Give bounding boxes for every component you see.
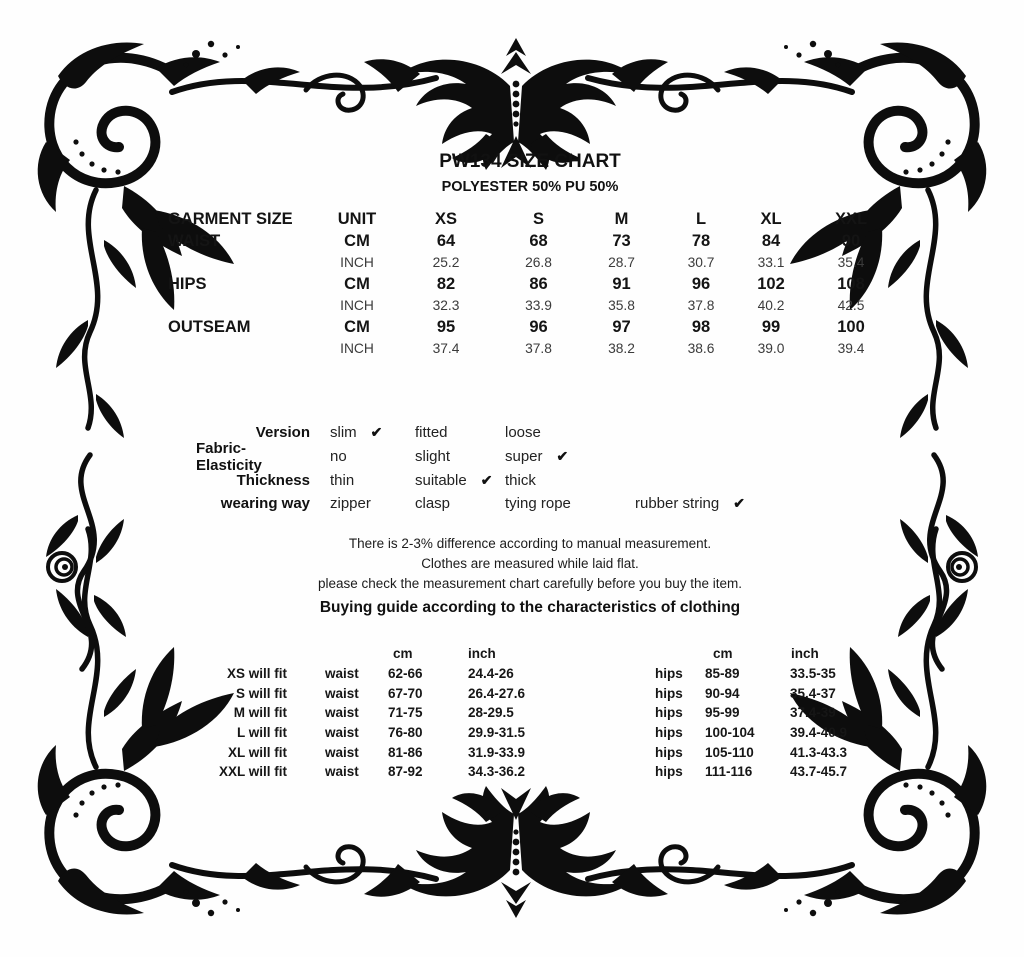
- unit-header: UNIT: [337, 210, 377, 229]
- measure-type-label: hips: [655, 705, 683, 721]
- range-value: 41.3-43.3: [790, 744, 848, 760]
- option: [505, 421, 635, 445]
- characteristics-section: [196, 421, 780, 516]
- measure-type-label: waist: [325, 725, 359, 741]
- column-header-inch: inch: [791, 646, 819, 662]
- check-icon: ✔: [556, 448, 569, 465]
- range-value: 87-92: [388, 764, 423, 780]
- size-value: 97: [612, 317, 631, 336]
- size-value: 108: [837, 274, 865, 293]
- fit-size-label: XS will fit: [226, 666, 287, 682]
- measure-type-label: hips: [655, 725, 683, 741]
- range-value: 24.4-26: [468, 666, 514, 682]
- range-value: 71-75: [388, 705, 423, 721]
- size-value: 78: [691, 231, 711, 250]
- size-value: 37.4: [432, 341, 460, 357]
- buying-guide-heading: Buying guide according to the characteristics of clothing: [319, 599, 741, 616]
- size-value: 68: [529, 231, 548, 250]
- row-label: HIPS: [168, 274, 207, 293]
- buying-guide-table: [205, 644, 880, 782]
- size-value: 98: [691, 317, 711, 336]
- option: [415, 468, 505, 492]
- note-line: There is 2-3% difference according to manual measurement.: [348, 536, 712, 551]
- column-header-cm: cm: [393, 646, 413, 662]
- size-value: 99: [761, 317, 781, 336]
- range-value: 95-99: [705, 705, 740, 721]
- size-value: 102: [757, 274, 785, 293]
- size-value: 90: [841, 231, 861, 250]
- option: [310, 492, 415, 516]
- option-label: clasp: [415, 495, 451, 513]
- measure-type-label: waist: [325, 705, 359, 721]
- size-col-header: S: [532, 210, 544, 229]
- option-label: no: [330, 448, 347, 466]
- option-label: slim: [330, 424, 357, 442]
- option: [505, 468, 635, 492]
- range-value: 100-104: [705, 725, 755, 741]
- unit-cell: INCH: [340, 341, 374, 357]
- size-value: 26.8: [525, 255, 552, 271]
- option-label: rubber string: [635, 495, 720, 513]
- option-label: thin: [330, 471, 355, 489]
- unit-cell: CM: [344, 317, 370, 336]
- size-value: 100: [837, 317, 865, 336]
- note-line: Clothes are measured while laid flat.: [421, 556, 639, 571]
- row-label: WAIST: [168, 231, 221, 250]
- range-value: 33.5-35: [790, 666, 836, 682]
- option: [505, 492, 635, 516]
- range-value: 67-70: [388, 685, 423, 701]
- option-label: super: [505, 448, 543, 466]
- size-value: 39.0: [757, 341, 785, 357]
- range-value: 85-89: [705, 666, 740, 682]
- fit-size-label: L will fit: [237, 725, 287, 741]
- option-label: tying rope: [505, 495, 571, 513]
- option-label: suitable: [415, 471, 467, 489]
- fit-size-label: XL will fit: [227, 744, 287, 760]
- check-icon: ✔: [480, 471, 493, 488]
- option: [635, 445, 780, 469]
- unit-cell: CM: [344, 231, 370, 250]
- range-value: 31.9-33.9: [468, 744, 526, 760]
- row-label: OUTSEAM: [168, 317, 251, 336]
- range-value: 111-116: [705, 764, 753, 780]
- measure-type-label: hips: [655, 764, 683, 780]
- size-col-header: M: [614, 210, 629, 229]
- size-value: 86: [529, 274, 548, 293]
- size-col-header: L: [695, 210, 707, 229]
- size-value: 39.4: [837, 341, 865, 357]
- range-value: 39.4-40.9: [790, 725, 848, 741]
- size-value: 42.5: [837, 298, 865, 314]
- option: [415, 492, 505, 516]
- option-label: zipper: [330, 495, 371, 513]
- unit-cell: INCH: [340, 298, 374, 314]
- size-col-header: XL: [760, 210, 782, 229]
- note-line: please check the measurement chart carefully before you buy the item.: [318, 576, 742, 591]
- unit-cell: CM: [344, 274, 370, 293]
- option: [310, 445, 415, 469]
- range-value: 26.4-27.6: [468, 685, 526, 701]
- option: [310, 468, 415, 492]
- column-header-inch: inch: [468, 646, 496, 662]
- measure-type-label: waist: [325, 764, 359, 780]
- range-value: 81-86: [388, 744, 423, 760]
- check-icon: ✔: [733, 495, 745, 512]
- size-value: 96: [691, 274, 711, 293]
- fit-size-label: M will fit: [233, 705, 287, 721]
- size-chart-title: PW134 SIZE CHART: [439, 151, 621, 172]
- size-value: 33.9: [525, 298, 552, 314]
- option-label: slight: [415, 448, 451, 466]
- range-value: 37.4-39: [790, 705, 836, 721]
- measure-type-label: waist: [325, 744, 359, 760]
- range-value: 62-66: [388, 666, 423, 682]
- size-value: 82: [436, 274, 456, 293]
- option: [635, 468, 780, 492]
- range-value: 28-29.5: [468, 705, 514, 721]
- fit-size-label: XXL will fit: [218, 764, 287, 780]
- row-label: [168, 295, 318, 317]
- check-icon: ✔: [370, 424, 383, 441]
- size-value: 73: [612, 231, 631, 250]
- size-value: 30.7: [687, 255, 715, 271]
- spacer: [563, 644, 703, 664]
- size-value: 35.8: [608, 298, 635, 314]
- range-value: 43.7-45.7: [790, 764, 848, 780]
- size-value: 33.1: [757, 255, 785, 271]
- size-value: 96: [529, 317, 548, 336]
- characteristic-label: wearing way: [220, 495, 310, 513]
- measure-type-label: hips: [655, 666, 683, 682]
- characteristic-label: Thickness: [236, 471, 310, 489]
- spacer: [205, 644, 287, 664]
- spacer: [287, 644, 383, 664]
- option-label: fitted: [415, 424, 448, 442]
- size-value: 25.2: [432, 255, 460, 271]
- option-label: loose: [505, 424, 541, 442]
- size-value: 35.4: [837, 255, 865, 271]
- size-value: 32.3: [432, 298, 460, 314]
- size-col-header: XXL: [834, 210, 868, 229]
- option: [635, 492, 780, 516]
- range-value: 35.4-37: [790, 685, 836, 701]
- size-value: 37.8: [525, 341, 552, 357]
- range-value: 90-94: [705, 685, 740, 701]
- row-label: [168, 252, 318, 274]
- option: [635, 421, 780, 445]
- material-subtitle: POLYESTER 50% PU 50%: [441, 179, 619, 195]
- size-col-header: XS: [434, 210, 457, 229]
- range-value: 76-80: [388, 725, 423, 741]
- option: [310, 421, 415, 445]
- range-value: 29.9-31.5: [468, 725, 526, 741]
- measure-type-label: hips: [655, 685, 683, 701]
- garment-size-header: GARMENT SIZE: [168, 210, 293, 229]
- measure-type-label: waist: [325, 666, 359, 682]
- fit-size-label: S will fit: [235, 685, 287, 701]
- option: [505, 445, 635, 469]
- row-label: [168, 338, 318, 360]
- size-value: 40.2: [757, 298, 785, 314]
- size-value: 95: [436, 317, 456, 336]
- option-label: thick: [505, 471, 536, 489]
- option: [415, 445, 505, 469]
- size-value: 37.8: [687, 298, 715, 314]
- size-value: 38.2: [608, 341, 635, 357]
- size-value: 38.6: [687, 341, 715, 357]
- size-table: [168, 209, 900, 360]
- measure-type-label: hips: [655, 744, 683, 760]
- measurement-notes: [36, 534, 1024, 594]
- size-value: 28.7: [608, 255, 635, 271]
- size-value: 84: [761, 231, 781, 250]
- range-value: 105-110: [705, 744, 754, 760]
- size-value: 64: [436, 231, 456, 250]
- unit-cell: INCH: [340, 255, 374, 271]
- measure-type-label: waist: [325, 685, 359, 701]
- size-value: 91: [612, 274, 631, 293]
- range-value: 34.3-36.2: [468, 764, 526, 780]
- characteristic-label: Version: [255, 424, 310, 442]
- option: [415, 421, 505, 445]
- characteristic-label: Fabric-Elasticity: [196, 439, 262, 474]
- column-header-cm: cm: [713, 646, 733, 662]
